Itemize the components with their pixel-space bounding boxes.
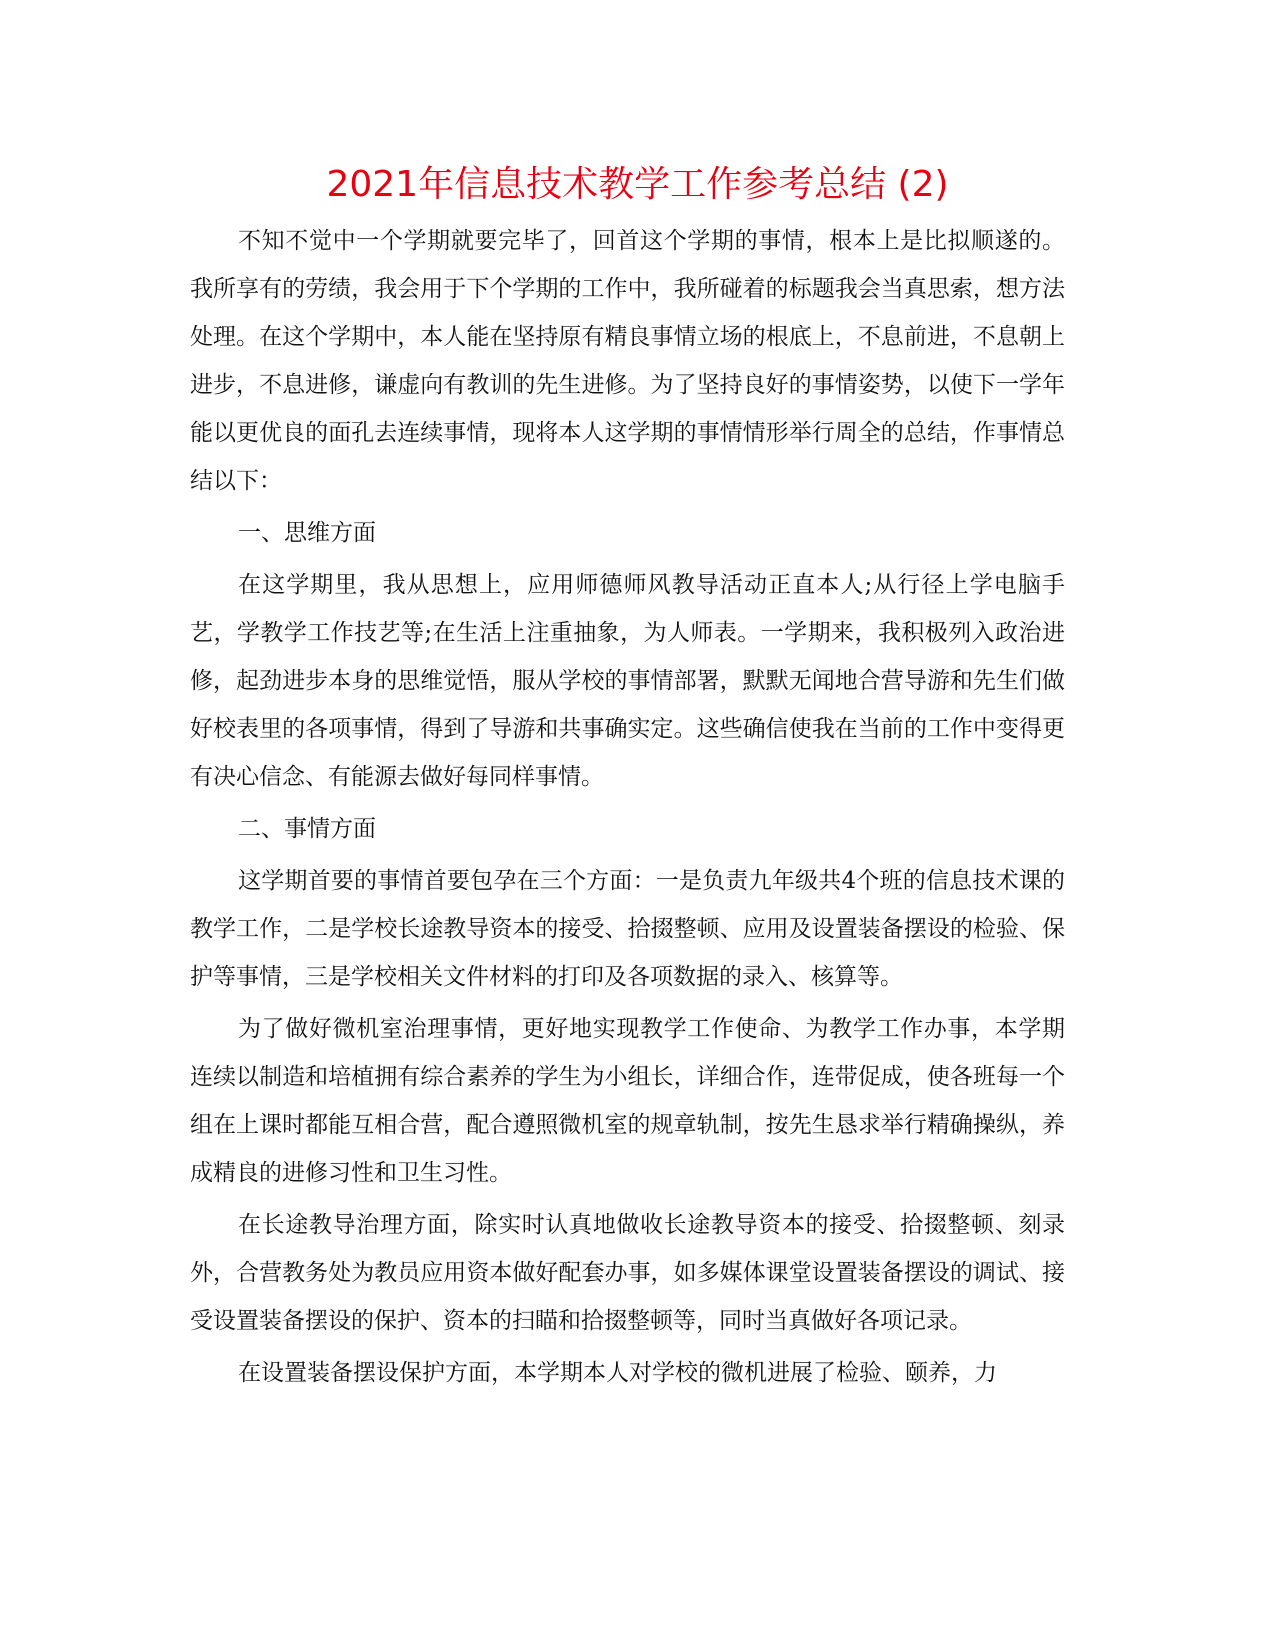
paragraph-remote-education: 在长途教导治理方面，除实时认真地做收长途教导资本的接受、拾掇整顿、刻录外，合营教务处为教员应用资本做好配套办事，如多媒体课堂设置装备摆设的调试、接受设置装备摆设的保护、资本的扫瞄和拾掇整顿等，同时当真做好各项记录。 xyxy=(190,1212,1065,1334)
section-heading-work: 二、事情方面 xyxy=(238,816,376,842)
paragraph-computer-lab: 为了做好微机室治理事情，更好地实现教学工作使命、为教学工作办事，本学期连续以制造和培植拥有综合素养的学生为小组长，详细合作，连带促成，使各班每一个组在上课时都能互相合营，配合遵照微机室的规章轨制，按先生恳求举行精确操纵，养成精良的进修习性和卫生习性。 xyxy=(190,1016,1065,1186)
paragraph-equipment: 在设置装备摆设保护方面，本学期本人对学校的微机进展了检验、颐养，力 xyxy=(238,1360,997,1386)
document-title: 2021年信息技术教学工作参考总结 (2) xyxy=(326,164,949,205)
section-heading-thinking: 一、思维方面 xyxy=(238,520,376,546)
paragraph-intro: 不知不觉中一个学期就要完毕了，回首这个学期的事情，根本上是比拟顺遂的。我所享有的劳绩，我会用于下个学期的工作中，我所碰着的标题我会当真思索，想方法处理。在这个学期中，本人能在坚持原有精良事情立场的根底上，不息前进，不息朝上进步，不息进修，谦虚向有教训的先生进修。为了坚持良好的事情姿势，以使下一学年能以更优良的面孔去连续事情，现将本人这学期的事情情形举行周全的总结，作事情总结以下： xyxy=(190,228,1065,494)
paragraph-work-overview: 这学期首要的事情首要包孕在三个方面：一是负责九年级共4个班的信息技术课的教学工作，二是学校长途教导资本的接受、拾掇整顿、应用及设置装备摆设的检验、保护等事情，三是学校相关文件材料的打印及各项数据的录入、核算等。 xyxy=(190,868,1065,990)
paragraph-thinking: 在这学期里，我从思想上，应用师德师风教导活动正直本人;从行径上学电脑手艺，学教学工作技艺等;在生活上注重抽象，为人师表。一学期来，我积极列入政治进修，起劲进步本身的思维觉悟，服从学校的事情部署，默默无闻地合营导游和先生们做好校表里的各项事情，得到了导游和共事确实定。这些确信使我在当前的工作中变得更有决心信念、有能源去做好每同样事情。 xyxy=(190,572,1065,790)
document-body xyxy=(190,217,1065,1401)
